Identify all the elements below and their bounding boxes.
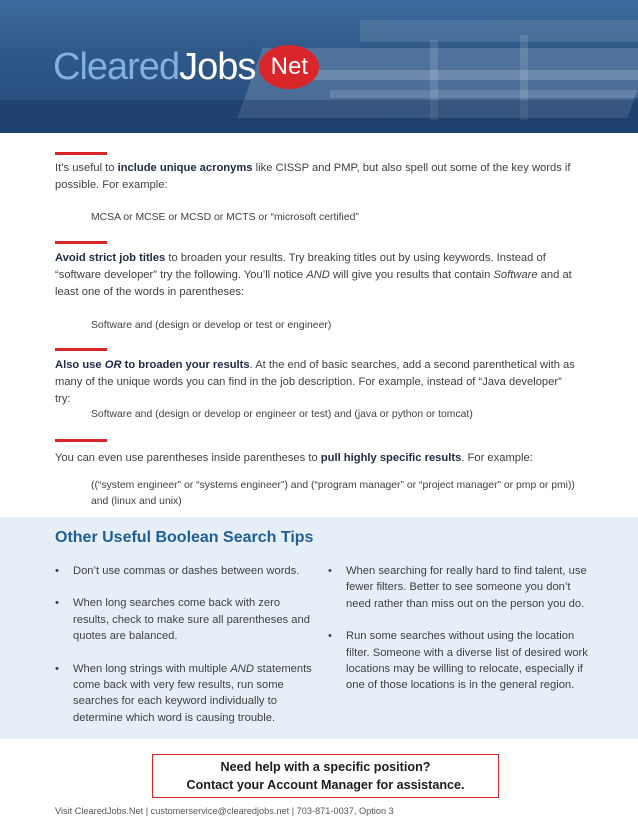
tip-item: • Don’t use commas or dashes between words. [55, 563, 317, 579]
logo-cleared-text: Cleared [53, 45, 180, 88]
tips-heading: Other Useful Boolean Search Tips [55, 529, 314, 546]
contact-footer: Visit ClearedJobs.Net | customerservice@clearedjobs.net | 703-871-0037, Option 3 [55, 806, 394, 816]
account-manager-callout [152, 754, 499, 798]
bullet-icon: • [328, 630, 332, 643]
section-accent-rule [55, 152, 107, 155]
acronyms-example: MCSA or MCSE or MCSD or MCTS or “microsoft certified” [91, 212, 359, 223]
or-example: Software and (design or develop or engineer or test) and (java or python or tomcat) [91, 409, 473, 420]
section-accent-rule [55, 241, 107, 244]
job-titles-example: Software and (design or develop or test or engineer) [91, 320, 332, 331]
building-photo-element [360, 20, 638, 42]
job-titles-paragraph: Avoid strict job titles to broaden your results. Try breaking titles out by using keywords. Instead of “software developer” try the following. You’ll notice AND will give you results that contain Software and at least one of the words in parentheses: [55, 252, 572, 299]
tip-item: • When long searches come back with zero results, check to make sure all parentheses and quotes are balanced. [55, 597, 310, 643]
logo-jobs-text: Jobs [179, 45, 256, 88]
tips-left-column [55, 563, 317, 742]
building-photo-element [300, 70, 638, 80]
bullet-icon: • [55, 597, 59, 610]
nested-parentheses-example: ((“system engineer” or “systems engineer”) and (“program manager” or “project manager” or pmp or pmi)) and (linux and unix) [91, 480, 575, 507]
callout-line-1: Need help with a specific position? [220, 760, 431, 774]
tip-item: • Run some searches without using the location filter. Someone with a diverse list of desired work locations may be willing to relocate, especially if one of those locations is in the general region. [328, 630, 588, 692]
nested-parentheses-paragraph: You can even use parentheses inside parentheses to pull highly specific results. For example: [55, 452, 533, 464]
logo-net-badge: Net [259, 45, 319, 89]
bullet-icon: • [55, 662, 59, 675]
clearedjobs-logo [53, 44, 319, 90]
header-banner [0, 0, 638, 133]
bullet-icon: • [55, 565, 59, 577]
section-accent-rule [55, 439, 107, 442]
tips-right-column [328, 563, 592, 710]
building-photo-element [0, 100, 638, 133]
section-accent-rule [55, 348, 107, 351]
tip-item: • When long strings with multiple AND statements come back with very few results, run some searches for each keyword individually to determine which word is causing trouble. [55, 662, 312, 724]
building-photo-element [330, 90, 638, 98]
callout-line-2: Contact your Account Manager for assistance. [186, 778, 465, 792]
acronyms-paragraph: It’s useful to include unique acronyms like CISSP and PMP, but also spell out some of the key words if possible. For example: [55, 162, 571, 192]
bullet-icon: • [328, 565, 332, 577]
tip-item: • When searching for really hard to find talent, use fewer filters. Better to see someone you don’t need rather than miss out on the person you do. [328, 565, 587, 610]
or-paragraph: Also use OR to broaden your results. At the end of basic searches, add a second parenthetical with as many of the unique words you can find in the job description. For example, instead of “Java developer” try: [55, 359, 575, 406]
